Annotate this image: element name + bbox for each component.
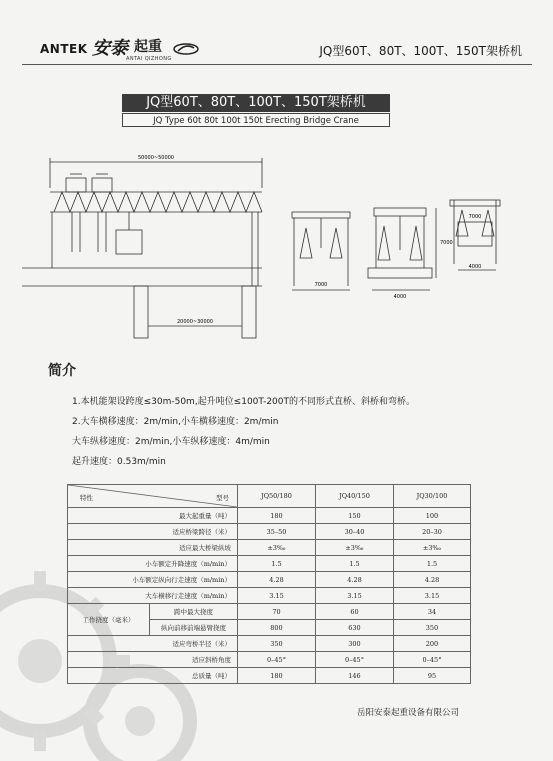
row-label: 小车额定纵向行走速度（m/min）	[68, 572, 238, 588]
cell: 4.28	[394, 572, 471, 588]
cell: 95	[394, 668, 471, 684]
row-label: 总质量（吨）	[68, 668, 238, 684]
table-row	[68, 556, 471, 572]
cell: 70	[238, 604, 316, 620]
cell: 4.28	[316, 572, 394, 588]
dimension-side2-height: 7000	[440, 240, 453, 246]
dimension-top: 50000~50000	[137, 155, 175, 161]
model-header: JQ30/100	[394, 485, 471, 508]
company-logo	[22, 22, 232, 62]
cell: 3.15	[316, 588, 394, 604]
cell: 180	[238, 508, 316, 524]
page-title: JQ型60T、80T、100T、150T架桥机	[122, 94, 390, 112]
row-label: 适应最大桥梁纵坡	[68, 540, 238, 556]
cell: 1.5	[238, 556, 316, 572]
cell: 0–45°	[394, 652, 471, 668]
row-label: 纵向前移前端悬臂挠度	[150, 620, 238, 636]
logo-chinese-suffix: 起重	[134, 39, 162, 55]
header-model-label: 型号	[216, 494, 229, 502]
cell: ±3‰	[238, 540, 316, 556]
intro-text	[72, 392, 415, 472]
cell: 180	[238, 668, 316, 684]
row-label: 适应弯桥半径（米）	[68, 636, 238, 652]
header-feature-label: 特性	[80, 494, 93, 502]
table-row	[68, 636, 471, 652]
cell: 4.28	[238, 572, 316, 588]
cell: 0–45°	[238, 652, 316, 668]
table-row	[68, 524, 471, 540]
table-row	[68, 604, 471, 620]
logo-swirl-icon	[172, 42, 200, 56]
diagonal-divider	[68, 485, 237, 507]
table-row	[68, 508, 471, 524]
model-header: JQ50/180	[238, 485, 316, 508]
model-header: JQ40/150	[316, 485, 394, 508]
cell: 3.15	[238, 588, 316, 604]
spec-table	[67, 484, 471, 684]
page-subtitle-english: JQ Type 60t 80t 100t 150t Erecting Bridge Crane	[122, 113, 390, 127]
cell: 200	[394, 636, 471, 652]
row-label: 跨中最大挠度	[150, 604, 238, 620]
page-header	[22, 22, 532, 62]
intro-heading: 简介	[48, 363, 76, 379]
table-row	[68, 572, 471, 588]
table-row	[68, 652, 471, 668]
logo-english: ANTEK	[40, 42, 88, 56]
company-footer: 岳阳安泰起重设备有限公司	[356, 708, 459, 718]
dimension-side3-height: 7000	[468, 214, 482, 220]
table-header-corner	[68, 485, 238, 508]
cell: 35–50	[238, 524, 316, 540]
cell: 150	[316, 508, 394, 524]
cell: ±3‰	[394, 540, 471, 556]
cell: 630	[316, 620, 394, 636]
cell: 1.5	[316, 556, 394, 572]
dimension-bottom: 20000~30000	[176, 319, 214, 325]
logo-subtitle: ANTAI QIZHONG	[126, 56, 172, 62]
dimension-side1: 7000	[314, 282, 328, 288]
logo-chinese-brand: 安泰	[92, 38, 128, 59]
header-model-title: JQ型60T、80T、100T、150T架桥机	[319, 44, 522, 58]
cell: 3.15	[394, 588, 471, 604]
cell: 60	[316, 604, 394, 620]
dimension-side2-width: 4000	[393, 294, 407, 300]
deflection-group-label: 工作挠度（毫米）	[68, 604, 150, 636]
table-row	[68, 588, 471, 604]
table-row	[68, 540, 471, 556]
intro-line: 1.本机能架设跨度≤30m-50m,起升吨位≤100T-200T的不同形式直桥、斜桥和弯桥。	[72, 397, 415, 407]
cell: 30–40	[316, 524, 394, 540]
intro-line: 大车纵移速度：2m/min,小车纵移速度：4m/min	[72, 437, 270, 447]
cell: 350	[394, 620, 471, 636]
cell: 146	[316, 668, 394, 684]
table-header-row	[68, 485, 471, 508]
row-label: 最大起重量（吨）	[68, 508, 238, 524]
cell: 1.5	[394, 556, 471, 572]
cell: 350	[238, 636, 316, 652]
dimension-side3-width: 4000	[468, 264, 482, 270]
cell: 20–30	[394, 524, 471, 540]
header-divider	[22, 64, 532, 65]
intro-line: 2.大车横移速度：2m/min,小车横移速度：2m/min	[72, 417, 279, 427]
cell: 34	[394, 604, 471, 620]
row-label: 适应斜桥角度	[68, 652, 238, 668]
row-label: 小车额定升降速度（m/min）	[68, 556, 238, 572]
cell: 0–45°	[316, 652, 394, 668]
row-label: 适应桥梁跨径（米）	[68, 524, 238, 540]
crane-technical-drawing	[22, 140, 532, 340]
cell: ±3‰	[316, 540, 394, 556]
intro-line: 起升速度：0.53m/min	[72, 457, 166, 467]
cell: 800	[238, 620, 316, 636]
table-row	[68, 668, 471, 684]
cell: 100	[394, 508, 471, 524]
row-label: 大车横移行走速度（m/min）	[68, 588, 238, 604]
cell: 300	[316, 636, 394, 652]
